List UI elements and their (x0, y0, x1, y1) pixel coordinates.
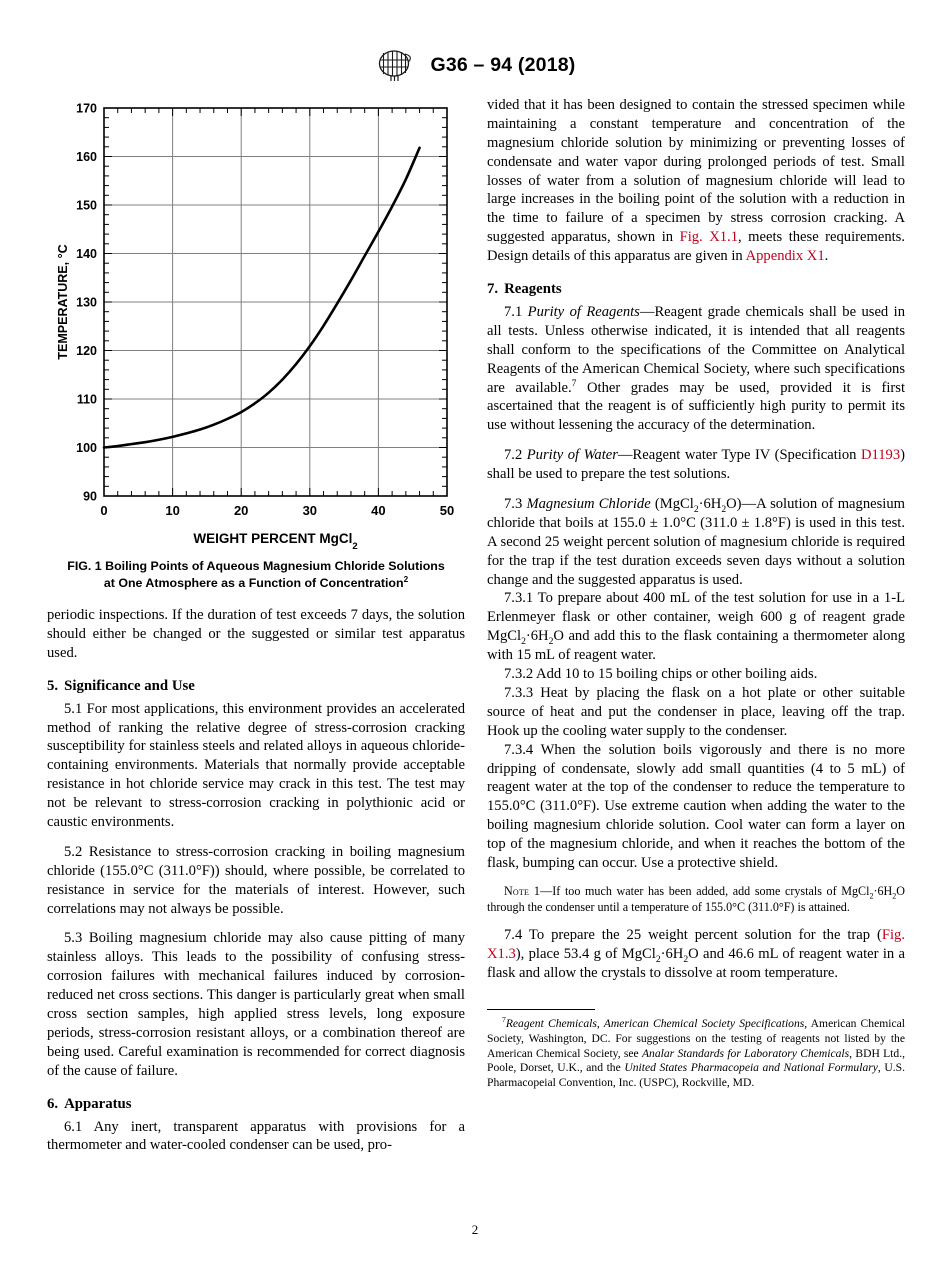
paragraph-5-2: 5.2 Resistance to stress-corrosion cracking in boiling magnesium chloride (155.0°C (311.0°F)) should, where possible, be correlated to resistance in service for the materials of interest. However, such correlations may not always be possible. (47, 843, 465, 917)
para-7-3-1-c: O and add this to the flask containing a thermometer along with 15 mL of reagent water. (487, 628, 905, 664)
para-7-3-body-b: ·6H (698, 496, 722, 513)
paragraph-7-3-4: 7.3.4 When the solution boils vigorously and there is no more dripping of condensate, slowly add small quantities (4 to 5 mL) of reagent water at the top of the condenser to reduce the temperature to 155.0°C (311.0°F). Use extreme caution when adding the water to the boiling magnesium chloride solution. Cool water can form a layer on top of the magnesium chloride, and when it reaches the bottom of the flask, bumping can occur. Use a protective shield. (487, 741, 905, 871)
footnote-text-3: , U.S. Pharmacopeial Convention, Inc. (USPC), Rockville, MD. (487, 1061, 905, 1090)
para-7-3-1-sub-1: 2 (521, 636, 526, 648)
para-7-1-term: Purity of Reagents (527, 304, 640, 321)
note-label: Note 1 (504, 883, 541, 898)
section-6-title: Apparatus (64, 1095, 132, 1112)
para-7-2-number: 7.2 (504, 447, 527, 464)
link-appendix-x1[interactable]: Appendix X1 (745, 248, 825, 265)
para-7-3-sub-1: 2 (693, 503, 699, 515)
note-body-c: O through the condenser until a temperature of 155.0°C (311.0°F) is attained. (487, 883, 906, 914)
figure-caption-line1: FIG. 1 Boiling Points of Aqueous Magnesium Chloride Solutions (67, 559, 445, 573)
svg-text:170: 170 (76, 101, 97, 116)
footnote-italic-1: Reagent Chemicals, American Chemical Society Specifications (505, 1016, 805, 1030)
svg-text:160: 160 (76, 150, 97, 164)
footnote-italic-3: United States Pharmacopeia and National Formulary (624, 1061, 878, 1075)
right-column (487, 96, 905, 1091)
footnote-italic-2: Analar Standards for Laboratory Chemicals (641, 1046, 850, 1060)
svg-text:0: 0 (100, 503, 108, 518)
footnote-7 (487, 1017, 905, 1091)
note-body-b: ·6H (873, 883, 893, 898)
para-7-4-b: ), place 53.4 g of MgCl (515, 946, 656, 963)
para-7-3-1-sub-2: 2 (548, 636, 554, 648)
section-5-number: 5. (47, 677, 59, 694)
footnote-marker-7: 7 (571, 377, 577, 389)
paragraph-6-1: 6.1 Any inert, transparent apparatus with provisions for a thermometer and water-cooled condenser can be used, pro- (47, 1118, 465, 1154)
left-column (47, 606, 465, 1155)
paragraph-7-1 (487, 303, 905, 435)
page-header (0, 48, 950, 82)
para-text-a: vided that it has been designed to contain the stressed specimen while maintaining a constant temperature and concentration of the magnesium chloride solution by minimizing or preventing losses of condensate and water vapor during prolonged periods of test. Small losses of water from a solution of magnesium chloride will lead to large increases in the boiling point of the solution with a reduction in the time to failure of a specimen by stress corrosion cracking. A suggested apparatus, shown in (487, 97, 905, 246)
standard-designation: G36 – 94 (2018) (430, 53, 576, 76)
svg-text:50: 50 (439, 503, 455, 518)
link-fig-x1-1[interactable]: Fig. X1.1 (679, 229, 738, 246)
note-sub-2: 2 (892, 891, 897, 901)
para-7-4-c: ·6H (660, 946, 684, 963)
section-7-number: 7. (487, 281, 499, 298)
paragraph-7-3-3: 7.3.3 Heat by placing the flask on a hot plate or other suitable source of heat and put the condenser in place, leaving off the trap. Hook up the cooling water supply to the condenser. (487, 684, 905, 739)
para-7-3-1-b: ·6H (525, 628, 549, 645)
page-number: 2 (471, 1222, 479, 1237)
para-text-b: , meets these requirements. Design details of this apparatus are given in (487, 229, 906, 265)
footnote-number: 7 (502, 1015, 506, 1025)
section-6-number: 6. (47, 1095, 59, 1112)
paragraph-7-2 (487, 446, 905, 484)
paragraph-5-3: 5.3 Boiling magnesium chloride may also cause pitting of many stainless alloys. This leads to the possibility of confusing stress-corrosion failures with mechanical failures induced by corrosion-reduced net cross sections. This danger is particularly great when small cross section samples, high applied stress levels, long exposure periods, stress-corrosion resistant alloys, or a combination thereof are being used. Careful examination is recommended for correct diagnosis of the cause of failure. (47, 930, 465, 1079)
para-7-3-sub-2: 2 (721, 503, 727, 515)
para-7-2-term: Purity of Water (526, 447, 618, 464)
footnote-block (487, 1009, 905, 1091)
svg-text:30: 30 (302, 503, 318, 518)
para-7-3-body-c: O)—A solution of magnesium chloride that boils at 155.0 ± 1.0°C (311.0 ± 1.8°F) is used in this test. A second 25 weight percent solution of magnesium chloride is required for the trap if the test duration exceeds seven days without a solution change and the suggested apparatus is used. (487, 496, 905, 588)
paragraph-7-3 (487, 495, 905, 589)
paragraph-7-3-2: 7.3.2 Add 10 to 15 boiling chips or other boiling aids. (504, 666, 818, 683)
svg-text:90: 90 (83, 489, 97, 504)
svg-text:WEIGHT PERCENT MgCl2: WEIGHT PERCENT MgCl$_2$ (193, 531, 358, 551)
svg-text:10: 10 (165, 503, 180, 518)
para-7-4-d: O and 46.6 mL of reagent water in a flask and allow the crystals to dissolve at room temperature. (487, 946, 905, 982)
svg-text:100: 100 (76, 441, 97, 455)
link-d1193[interactable]: D1193 (860, 447, 901, 464)
paragraph-5-1: 5.1 For most applications, this environment provides an accelerated method of ranking the relative degree of stress-corrosion cracking susceptibility for stainless steels and related alloys in aqueous chloride-containing environments. Materials that normally provide acceptable resistance in hot chloride service may crack in this test. The test may not be relevant to stress-corrosion cracking in polythionic acid or caustic environments. (47, 700, 465, 831)
svg-text:140: 140 (76, 247, 97, 261)
svg-text:TEMPERATURE, °C: TEMPERATURE, °C (56, 244, 70, 360)
paragraph-7-4 (487, 926, 905, 983)
body-columns (47, 96, 905, 1216)
astm-logo (374, 48, 416, 82)
para-7-1-body-a: —Reagent grade chemicals shall be used in all tests. Unless otherwise indicated, it is intended that all reagents shall conform to the specifications of the Committee on Analytical Reagents of the American Chemical Society, where such specifications are available. (487, 304, 905, 396)
figure-caption-superscript: 2 (403, 574, 409, 584)
para-7-4-sub-2: 2 (683, 954, 689, 966)
footnote-text-2: , BDH Ltd., Poole, Dorset, U.K., and the (487, 1046, 905, 1075)
svg-text:110: 110 (76, 392, 97, 407)
link-fig-x1-3[interactable]: Fig. X1.3 (487, 927, 905, 963)
para-7-3-number: 7.3 (504, 496, 527, 513)
svg-text:40: 40 (371, 503, 386, 518)
heading-section-5 (47, 678, 465, 695)
paragraph-continued: periodic inspections. If the duration of test exceeds 7 days, the solution should either be changed or the suggested or similar test apparatus used. (47, 607, 465, 661)
para-7-4-a: 7.4 To prepare the 25 weight percent solution for the trap ( (504, 927, 882, 944)
section-7-title: Reagents (504, 281, 562, 298)
section-5-title: Significance and Use (64, 677, 195, 694)
svg-text:150: 150 (76, 198, 97, 213)
svg-text:20: 20 (233, 503, 249, 518)
para-7-1-number: 7.1 (504, 304, 528, 321)
para-text-c: . (824, 248, 829, 265)
note-1 (487, 884, 905, 915)
heading-section-7 (487, 281, 905, 298)
para-7-3-1-a: 7.3.1 To prepare about 400 mL of the test solution for use in a 1-L Erlenmeyer flask or other container, weigh 600 g of reagent grade MgCl (487, 590, 905, 645)
paragraph-7-3-1 (487, 589, 905, 665)
note-sub-1: 2 (869, 891, 874, 901)
para-7-3-term: Magnesium Chloride (526, 496, 651, 513)
para-7-2-body-a: —Reagent water Type IV (Specification (617, 447, 861, 464)
paragraph-6-1-continued (487, 96, 905, 266)
note-body-a: —If too much water has been added, add some crystals of MgCl (540, 883, 870, 898)
footnote-text-1: , American Chemical Society, Washington, DC. For suggestions on the testing of reagents not listed by the American Chemical Society, see (487, 1016, 905, 1060)
heading-section-6 (47, 1096, 465, 1113)
svg-text:130: 130 (76, 295, 97, 310)
svg-text:120: 120 (76, 344, 97, 358)
para-7-3-body-a: (MgCl (650, 496, 694, 513)
para-7-1-body-b: Other grades may be used, provided it is first ascertained that the reagent is of sufficiently high purity to permit its use without lessening the accuracy of the determination. (487, 379, 905, 434)
footnote-divider (487, 1009, 595, 1010)
para-7-4-sub-1: 2 (655, 954, 661, 966)
para-7-2-body-b: ) shall be used to prepare the test solutions. (487, 447, 906, 483)
figure-caption-line2: at One Atmosphere as a Function of Concentration (103, 575, 404, 590)
